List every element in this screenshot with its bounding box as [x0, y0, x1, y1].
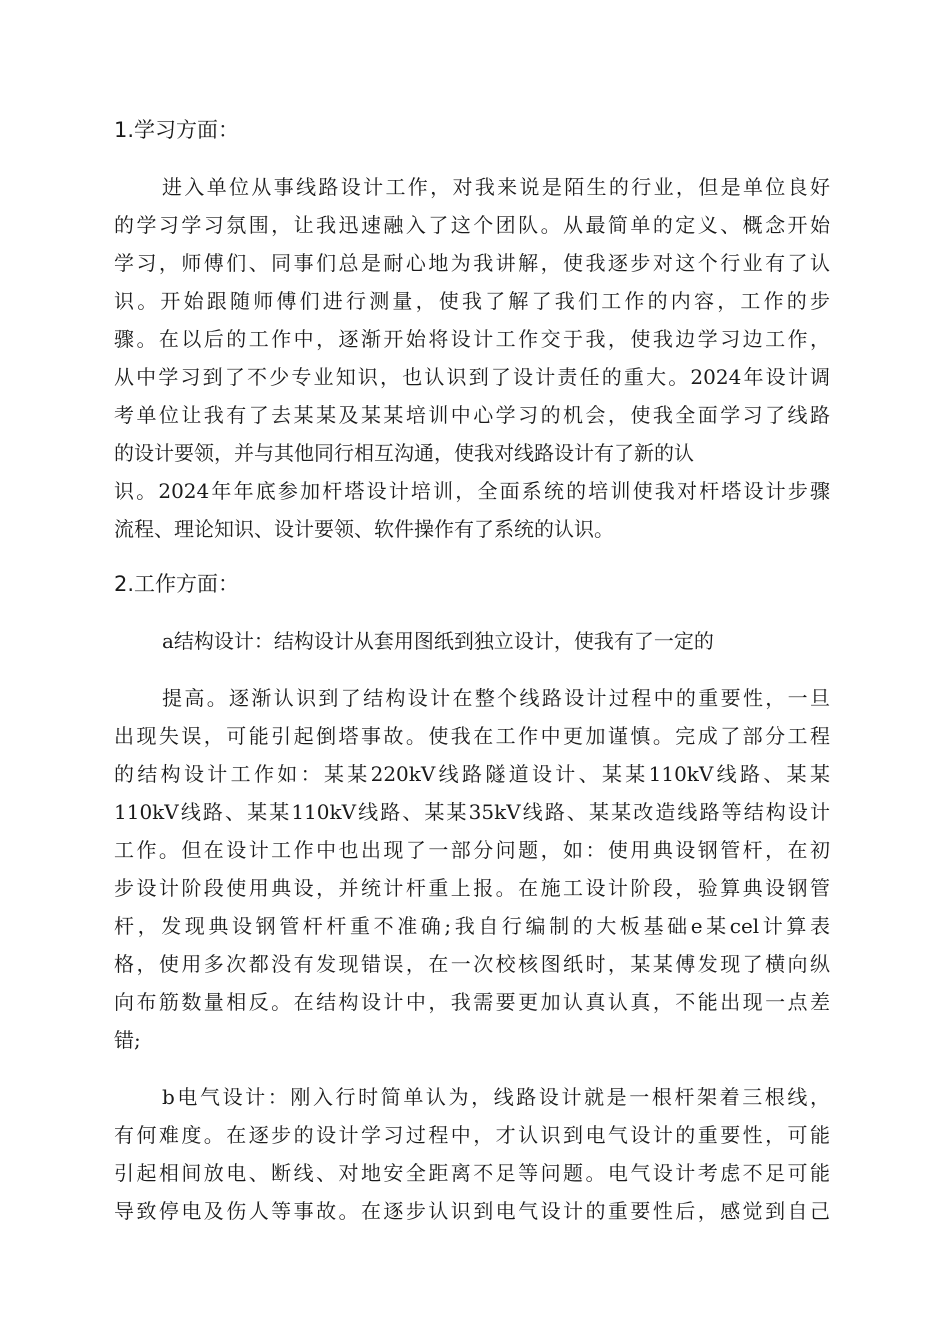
paragraph-line: 的学习学习氛围，让我迅速融入了这个团队。从最简单的定义、概念开始	[114, 213, 830, 237]
section-heading-work: 2.工作方面：	[114, 572, 240, 596]
paragraph-line: 的设计要领，并与其他同行相互沟通，使我对线路设计有了新的认	[114, 441, 694, 465]
paragraph-line: 的结构设计工作如：某某220kV线路隧道设计、某某110kV线路、某某	[114, 762, 830, 786]
paragraph-line: 向布筋数量相反。在结构设计中，我需要更加认真认真，不能出现一点差	[114, 990, 830, 1014]
paragraph-line: 杆，发现典设钢管杆杆重不准确;我自行编制的大板基础e某cel计算表	[114, 914, 830, 938]
paragraph-line: 格，使用多次都没有发现错误，在一次校核图纸时，某某傅发现了横向纵	[114, 952, 830, 976]
paragraph-line: 考单位让我有了去某某及某某培训中心学习的机会，使我全面学习了线路	[114, 403, 830, 427]
paragraph-line: 有何难度。在逐步的设计学习过程中，才认识到电气设计的重要性，可能	[114, 1123, 830, 1147]
paragraph-line: 骤。在以后的工作中，逐渐开始将设计工作交于我，使我边学习边工作，	[114, 327, 830, 351]
section-heading-study: 1.学习方面：	[114, 118, 240, 142]
paragraph-line: 出现失误，可能引起倒塔事故。使我在工作中更加谨慎。完成了部分工程	[114, 724, 830, 748]
paragraph-line: 步设计阶段使用典设，并统计杆重上报。在施工设计阶段，验算典设钢管	[114, 876, 830, 900]
paragraph-line: 从中学习到了不少专业知识，也认识到了设计责任的重大。2024年设计调	[114, 365, 830, 389]
paragraph-line: b电气设计：刚入行时简单认为，线路设计就是一根杆架着三根线，	[162, 1085, 830, 1109]
paragraph-line: 工作。但在设计工作中也出现了一部分问题，如：使用典设钢管杆，在初	[114, 838, 830, 862]
paragraph-line: 提高。逐渐认识到了结构设计在整个线路设计过程中的重要性，一旦	[162, 686, 830, 710]
paragraph-line: 110kV线路、某某110kV线路、某某35kV线路、某某改造线路等结构设计	[114, 800, 830, 824]
paragraph-line: 识。开始跟随师傅们进行测量，使我了解了我们工作的内容，工作的步	[114, 289, 830, 313]
paragraph-line: 学习，师傅们、同事们总是耐心地为我讲解，使我逐步对这个行业有了认	[114, 251, 830, 275]
paragraph-line: a结构设计：结构设计从套用图纸到独立设计，使我有了一定的	[162, 629, 714, 653]
paragraph-line: 引起相间放电、断线、对地安全距离不足等问题。电气设计考虑不足可能	[114, 1161, 830, 1185]
paragraph-line: 错;	[114, 1028, 141, 1052]
paragraph-line: 进入单位从事线路设计工作，对我来说是陌生的行业，但是单位良好	[162, 175, 830, 199]
paragraph-line: 识。2024年年底参加杆塔设计培训，全面系统的培训使我对杆塔设计步骤	[114, 479, 830, 503]
paragraph-line: 导致停电及伤人等事故。在逐步认识到电气设计的重要性后，感觉到自己	[114, 1199, 830, 1223]
paragraph-line: 流程、理论知识、设计要领、软件操作有了系统的认识。	[114, 517, 614, 541]
